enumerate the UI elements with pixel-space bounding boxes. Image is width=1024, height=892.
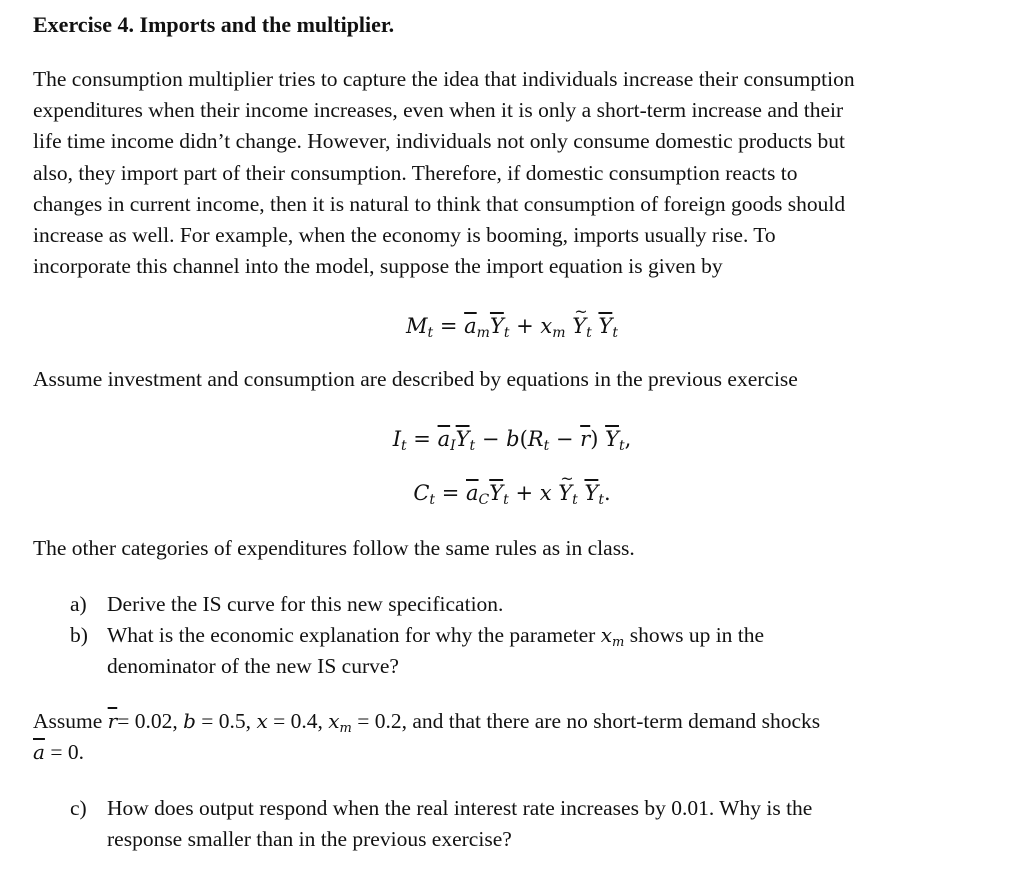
question-a: a) Derive the IS curve for this new specification. <box>70 589 1000 620</box>
question-c: c) How does output respond when the real interest rate increases by 0.01. Why is the response smaller than in the previous exercise? <box>70 793 1000 855</box>
intro-line: increase as well. For example, when the economy is booming, imports usually rise. To <box>33 223 776 248</box>
import-equation: $M_t = \overline{a}_m\overline{Y}_t + x_m$ ~ $Y_t$ $\overline{Y}_t$ <box>0 311 1024 341</box>
intro-line: life time income didn’t change. However, individuals not only consume domestic products but <box>33 129 845 154</box>
question-marker: a) <box>70 592 87 616</box>
question-list-ab <box>70 589 1000 683</box>
investment-equation: $I_t = \overline{a}_I\overline{Y}_t - b(R_t - \overline{r})$ $\overline{Y}_t$, <box>392 427 632 454</box>
other-categories-paragraph: The other categories of expenditures follow the same rules as in class. <box>33 536 635 560</box>
intro-line: expenditures when their income increases, even when it is only a short-term increase and their <box>33 98 844 123</box>
question-marker: b) <box>70 623 88 648</box>
assumptions-paragraph: Assume $\overline{r}= 0.02$, b = 0.5, x = 0.4, $x_m = 0.2$, and that there are no short-term demand shocks $\overline{a} = 0$. <box>33 709 821 765</box>
intro-line: changes in current income, then it is natural to think that consumption of foreign goods should <box>33 191 846 216</box>
intro-line: also, they import part of their consumption. Therefore, if domestic consumption reacts to <box>33 160 798 185</box>
exercise-title: Exercise 4. Imports and the multiplier. <box>33 12 395 37</box>
intro-paragraph <box>33 64 1003 282</box>
assume-paragraph: Assume investment and consumption are described by equations in the previous exercise <box>33 367 798 391</box>
question-b: b) What is the economic explanation for why the parameter $x_m$ shows up in the denominator of the new IS curve? <box>70 620 1000 682</box>
intro-line: incorporate this channel into the model, suppose the import equation is given by <box>33 254 723 279</box>
question-list-c <box>70 793 1000 855</box>
consumption-equation: $C_t = \overline{a}_C\overline{Y}_t + x$ ~ $Y_t$ $\overline{Y}_t$. <box>0 478 1024 508</box>
question-marker: c) <box>70 796 87 820</box>
intro-line: The consumption multiplier tries to capture the idea that individuals increase their consumption <box>33 67 855 91</box>
